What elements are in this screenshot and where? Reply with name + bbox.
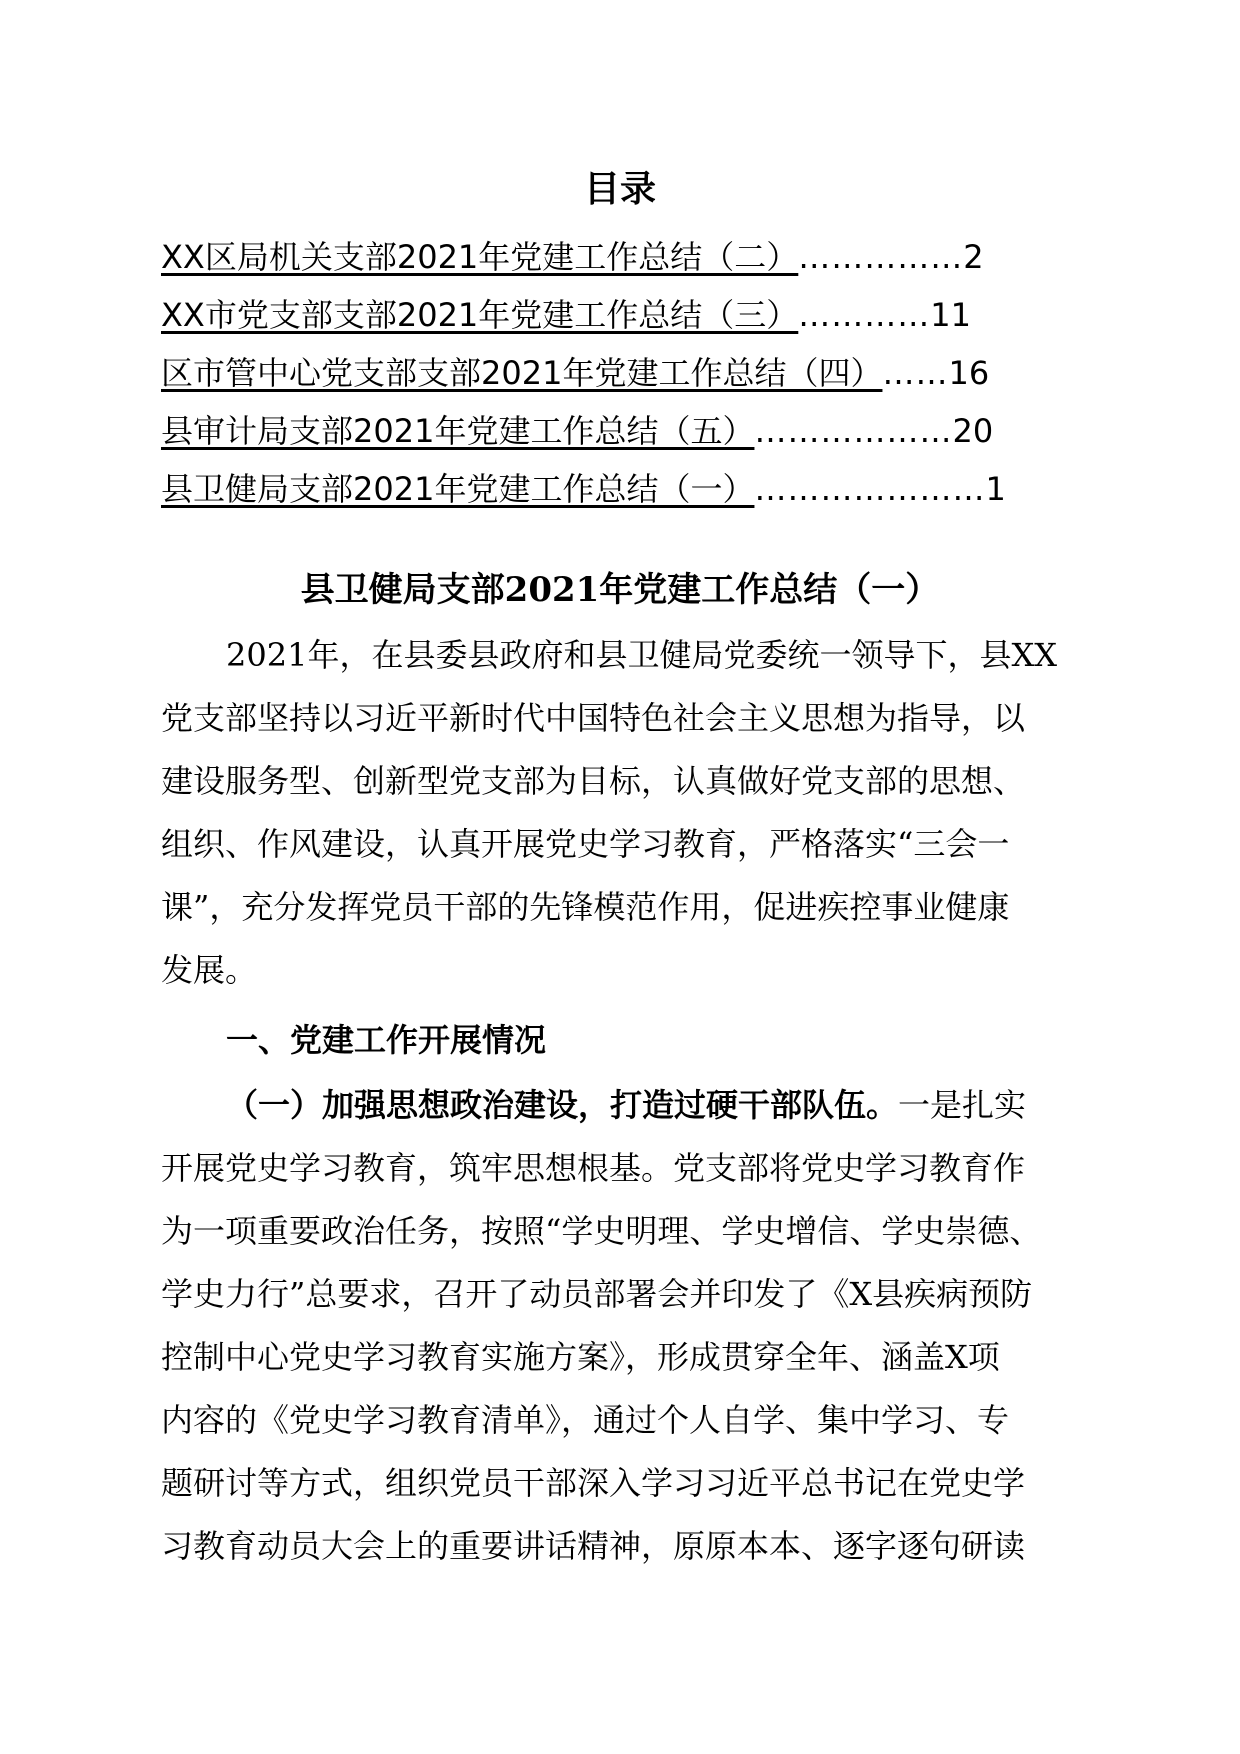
- toc-entry[interactable]: [161, 406, 1031, 456]
- toc-entry-leader: ………………: [754, 412, 953, 450]
- paragraph-line: 学史力行”总要求，召开了动员部署会并印发了《X县疾病预防: [161, 1275, 1033, 1313]
- subsection-heading: （一）加强思想政治建设，打造过硬干部队伍。: [226, 1086, 899, 1124]
- toc-entry-page: 16: [948, 354, 990, 392]
- paragraph-line: 控制中心党史学习教育实施方案》，形成贯穿全年、涵盖X项: [161, 1338, 1000, 1376]
- paragraph-line: 课”，充分发挥党员干部的先锋模范作用，促进疾控事业健康: [161, 888, 1010, 926]
- toc-entry-text: 区市管中心党支部支部2021年党建工作总结（四）: [161, 354, 883, 392]
- paragraph-line: 发展。: [161, 951, 258, 989]
- paragraph-text: 一是扎实: [898, 1086, 1027, 1124]
- toc-entry-text: XX区局机关支部2021年党建工作总结（二）: [161, 238, 799, 276]
- paragraph-line: 习教育动员大会上的重要讲话精神，原原本本、逐字逐句研读: [161, 1527, 1026, 1565]
- toc-entry-page: 20: [952, 412, 994, 450]
- paragraph-line: 组织、作风建设，认真开展党史学习教育，严格落实“三会一: [161, 825, 1010, 863]
- toc-entry-leader: ……: [882, 354, 949, 392]
- paragraph-line: 建设服务型、创新型党支部为目标，认真做好党支部的思想、: [161, 762, 1026, 800]
- paragraph-line: 开展党史学习教育，筑牢思想根基。党支部将党史学习教育作: [161, 1149, 1026, 1187]
- toc-title: 目录: [583, 169, 656, 210]
- toc-entry[interactable]: [161, 348, 1031, 398]
- toc-entry[interactable]: [161, 232, 1031, 282]
- document-title: 县卫健局支部2021年党建工作总结（一）: [300, 570, 940, 610]
- toc-entry-page: 1: [985, 470, 1006, 508]
- paragraph-line: 题研讨等方式，组织党员干部深入学习习近平总书记在党史学: [161, 1464, 1026, 1502]
- toc-entry-leader: …………………: [754, 470, 986, 508]
- paragraph-line: [226, 1083, 1156, 1127]
- toc-entry[interactable]: [161, 464, 1031, 514]
- paragraph-line: 党支部坚持以习近平新时代中国特色社会主义思想为指导，以: [161, 699, 1026, 737]
- toc-entry[interactable]: [161, 290, 1031, 340]
- toc-entry-text: 县审计局支部2021年党建工作总结（五）: [161, 412, 755, 450]
- toc-entry-leader: ……………: [798, 238, 964, 276]
- toc-entry-text: XX市党支部支部2021年党建工作总结（三）: [161, 296, 799, 334]
- toc-entry-page: 2: [963, 238, 984, 276]
- toc-entry-page: 11: [930, 296, 972, 334]
- section-heading: 一、党建工作开展情况: [226, 1021, 547, 1059]
- toc-entry-leader: …………: [798, 296, 931, 334]
- toc-entry-text: 县卫健局支部2021年党建工作总结（一）: [161, 470, 755, 508]
- paragraph-line: 2021年，在县委县政府和县卫健局党委统一领导下，县XX: [226, 636, 1058, 674]
- paragraph-line: 内容的《党史学习教育清单》，通过个人自学、集中学习、专: [161, 1401, 1010, 1439]
- paragraph-line: 为一项重要政治任务，按照“学史明理、学史增信、学史崇德、: [161, 1212, 1042, 1250]
